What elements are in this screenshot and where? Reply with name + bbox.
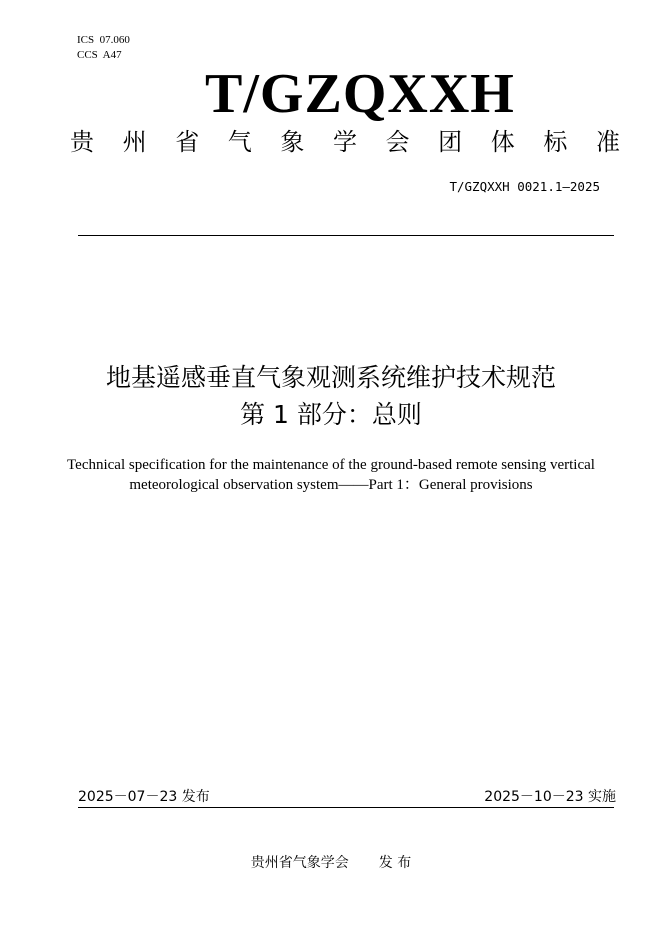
title-en: Technical specification for the maintenance of the ground-based remote sensing vertical meteorological observation system——Part 1：General provisions — [67, 457, 595, 493]
issuer-action: 发 布 — [378, 855, 412, 871]
organization-title-char: 标 — [543, 128, 568, 156]
footer-divider — [78, 807, 614, 808]
title-zh-line1: 地基遥感垂直气象观测系统维护技术规范 — [105, 363, 556, 392]
organization-title-char: 省 — [175, 128, 200, 156]
organization-title-char: 州 — [122, 128, 147, 156]
classification-codes — [77, 33, 130, 63]
header-divider — [78, 235, 614, 236]
organization-title-char: 团 — [438, 128, 463, 156]
organization-title-char: 准 — [595, 128, 620, 156]
ics-code: ICS 07.060 — [77, 34, 130, 46]
organization-title-char: 体 — [490, 128, 515, 156]
organization-title-char: 象 — [280, 128, 305, 156]
organization-title-char: 贵 — [70, 128, 94, 156]
standard-number: T/GZQXXH 0021.1—2025 — [449, 179, 600, 194]
standard-brand-logo: T/GZQXXH — [205, 63, 515, 125]
ccs-code: CCS A47 — [77, 49, 122, 61]
effective-date: 2025－10－23 实施 — [484, 789, 616, 805]
title-zh-line2: 第 1 部分：总则 — [240, 400, 422, 429]
organization-title-char: 会 — [385, 128, 410, 156]
organization-title-char: 学 — [332, 128, 357, 156]
organization-title-char: 气 — [227, 128, 252, 156]
organization-title — [70, 126, 620, 158]
publish-date: 2025－07－23 发布 — [78, 789, 210, 805]
issuer-name: 贵州省气象学会 — [250, 855, 349, 871]
issuer-line — [0, 853, 662, 873]
